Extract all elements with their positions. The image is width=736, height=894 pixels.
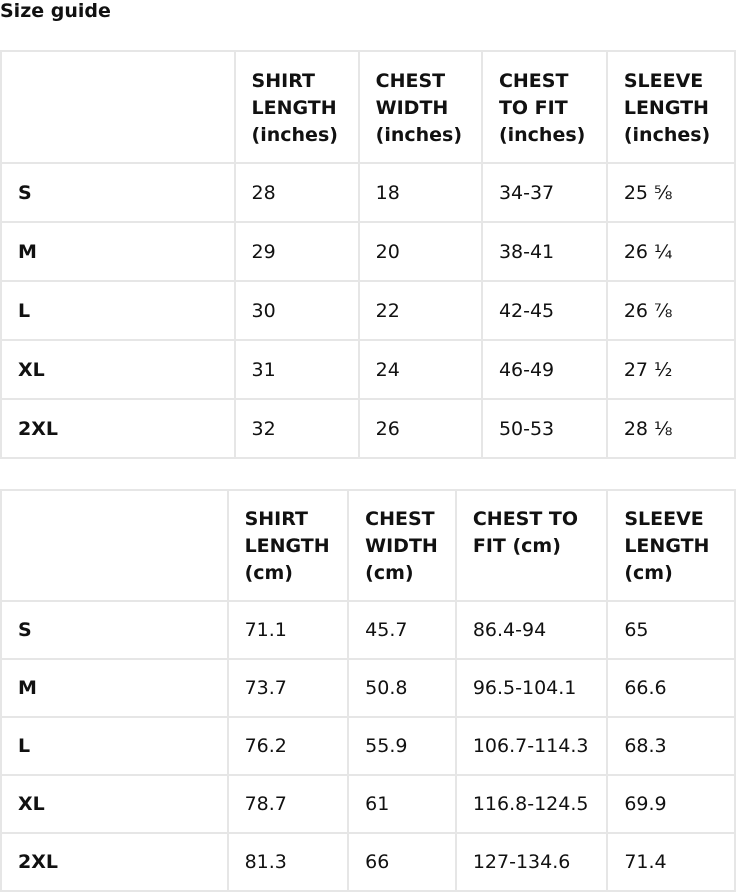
size-table-inches [0, 50, 736, 459]
size-label: M [1, 222, 235, 281]
cell-shirt-length: 76.2 [228, 717, 349, 775]
size-label: XL [1, 340, 235, 399]
cell-sleeve-length: 66.6 [607, 659, 735, 717]
cell-shirt-length: 78.7 [228, 775, 349, 833]
size-label: S [1, 163, 235, 222]
size-label: L [1, 281, 235, 340]
header-sleeve-length: SLEEVE LENGTH (cm) [607, 490, 735, 601]
cell-shirt-length: 81.3 [228, 833, 349, 891]
size-label: 2XL [1, 399, 235, 458]
cell-chest-width: 55.9 [348, 717, 456, 775]
header-chest-to-fit: CHEST TO FIT (cm) [456, 490, 607, 601]
table-row [1, 717, 735, 775]
cell-chest-width: 20 [359, 222, 482, 281]
cell-sleeve-length: 69.9 [607, 775, 735, 833]
cell-chest-to-fit: 116.8-124.5 [456, 775, 607, 833]
cell-chest-to-fit: 42-45 [482, 281, 607, 340]
size-label: XL [1, 775, 228, 833]
header-shirt-length: SHIRT LENGTH (cm) [228, 490, 349, 601]
table-row [1, 399, 735, 458]
table-row [1, 659, 735, 717]
cell-chest-to-fit: 127-134.6 [456, 833, 607, 891]
cell-sleeve-length: 26 ⅞ [607, 281, 735, 340]
header-chest-width: CHEST WIDTH (inches) [359, 51, 482, 163]
header-corner [1, 490, 228, 601]
cell-sleeve-length: 28 ⅛ [607, 399, 735, 458]
size-label: M [1, 659, 228, 717]
cell-shirt-length: 31 [235, 340, 359, 399]
cell-shirt-length: 29 [235, 222, 359, 281]
header-sleeve-length: SLEEVE LENGTH (inches) [607, 51, 735, 163]
cell-sleeve-length: 26 ¼ [607, 222, 735, 281]
cell-chest-width: 61 [348, 775, 456, 833]
size-table-cm [0, 489, 736, 892]
cell-sleeve-length: 71.4 [607, 833, 735, 891]
table-header-row [1, 490, 735, 601]
table-row [1, 281, 735, 340]
cell-chest-width: 45.7 [348, 601, 456, 659]
table-row [1, 833, 735, 891]
cell-shirt-length: 28 [235, 163, 359, 222]
header-chest-width: CHEST WIDTH (cm) [348, 490, 456, 601]
cell-chest-width: 26 [359, 399, 482, 458]
table-header-row [1, 51, 735, 163]
cell-chest-width: 24 [359, 340, 482, 399]
header-corner [1, 51, 235, 163]
cell-shirt-length: 71.1 [228, 601, 349, 659]
cell-chest-width: 22 [359, 281, 482, 340]
table-row [1, 222, 735, 281]
size-label: L [1, 717, 228, 775]
cell-chest-to-fit: 34-37 [482, 163, 607, 222]
cell-chest-to-fit: 38-41 [482, 222, 607, 281]
cell-shirt-length: 30 [235, 281, 359, 340]
table-row [1, 340, 735, 399]
size-label: 2XL [1, 833, 228, 891]
size-label: S [1, 601, 228, 659]
cell-shirt-length: 73.7 [228, 659, 349, 717]
cell-chest-to-fit: 86.4-94 [456, 601, 607, 659]
cell-sleeve-length: 65 [607, 601, 735, 659]
cell-chest-width: 18 [359, 163, 482, 222]
header-shirt-length: SHIRT LENGTH (inches) [235, 51, 359, 163]
table-row [1, 601, 735, 659]
table-row [1, 775, 735, 833]
cell-chest-width: 50.8 [348, 659, 456, 717]
cell-shirt-length: 32 [235, 399, 359, 458]
cell-sleeve-length: 27 ½ [607, 340, 735, 399]
page-title: Size guide [0, 0, 111, 22]
cell-sleeve-length: 68.3 [607, 717, 735, 775]
header-chest-to-fit: CHEST TO FIT (inches) [482, 51, 607, 163]
cell-chest-to-fit: 46-49 [482, 340, 607, 399]
cell-chest-to-fit: 96.5-104.1 [456, 659, 607, 717]
cell-chest-to-fit: 106.7-114.3 [456, 717, 607, 775]
cell-chest-to-fit: 50-53 [482, 399, 607, 458]
cell-sleeve-length: 25 ⅝ [607, 163, 735, 222]
cell-chest-width: 66 [348, 833, 456, 891]
table-row [1, 163, 735, 222]
